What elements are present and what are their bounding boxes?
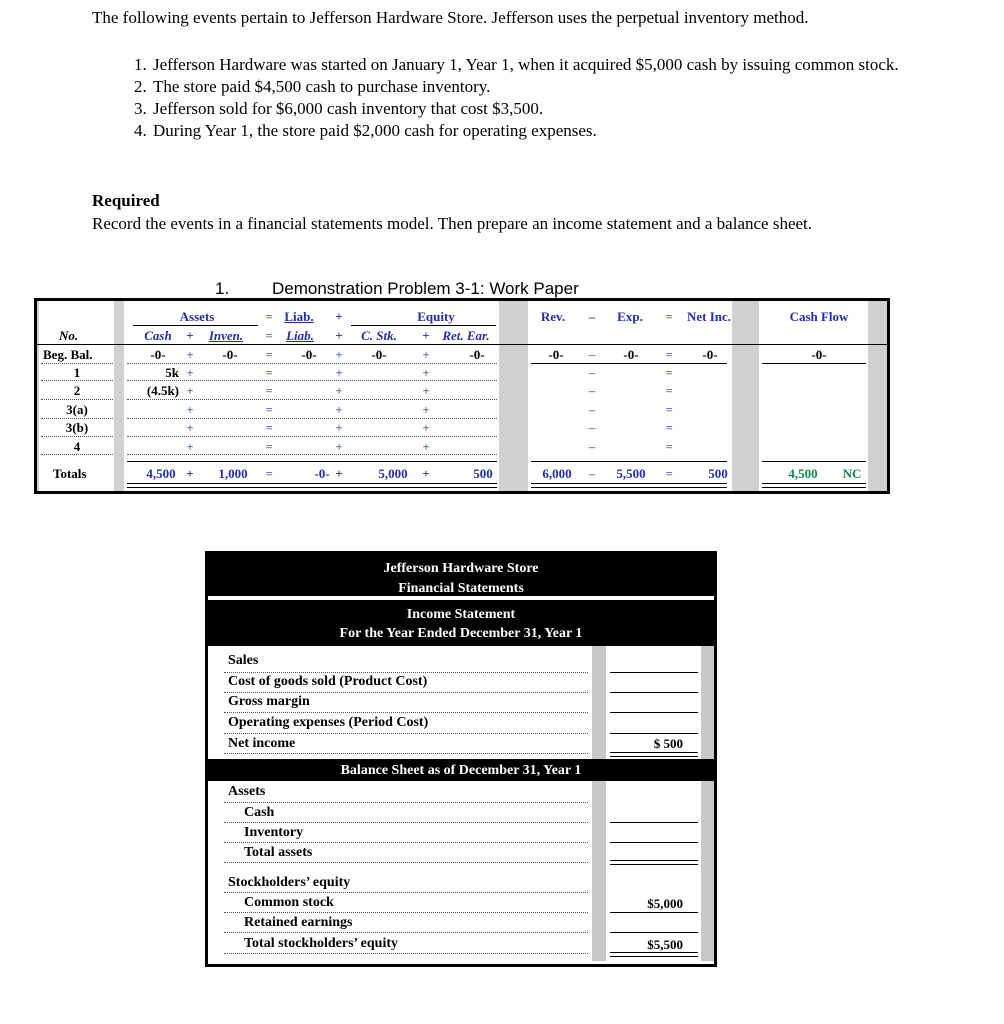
cstk-cell: -0- xyxy=(371,347,387,362)
minus-sign: – xyxy=(588,365,596,380)
row-rule xyxy=(127,380,497,381)
row-rule xyxy=(531,363,727,364)
shade-column xyxy=(732,301,759,491)
equals-sign: = xyxy=(265,383,273,398)
row-rule xyxy=(41,454,113,455)
equity-underline xyxy=(351,325,496,326)
cash-flow-header: Cash Flow xyxy=(789,309,849,324)
minus-sign: – xyxy=(588,420,596,435)
line-rule xyxy=(224,672,588,673)
total-rev: 6,000 xyxy=(542,466,572,481)
line-rule xyxy=(224,733,588,734)
gray-column xyxy=(592,781,606,961)
nc-label: NC xyxy=(842,466,862,481)
plus-sign: + xyxy=(422,466,430,481)
amount-rule xyxy=(610,733,698,734)
plus-sign: + xyxy=(186,383,194,398)
equals-sign: = xyxy=(265,402,273,417)
minus-sign: – xyxy=(588,439,596,454)
cash-cell: 5k xyxy=(165,365,179,380)
company-name: Jefferson Hardware Store xyxy=(383,561,539,576)
plus-sign: + xyxy=(422,383,430,398)
line-rule xyxy=(224,842,588,843)
plus-sign: + xyxy=(335,347,343,362)
amount-double-rule xyxy=(610,752,698,757)
plus-sign: + xyxy=(422,328,430,343)
row-rule xyxy=(41,399,113,400)
total-assets-label: Total assets xyxy=(244,845,313,860)
totals-double-rule xyxy=(531,483,727,488)
inven-cell: -0- xyxy=(222,347,238,362)
shade-column xyxy=(37,301,39,491)
rev-header: Rev. xyxy=(540,309,566,324)
work-paper-title: Demonstration Problem 3-1: Work Paper xyxy=(272,279,579,298)
c-stk-header: C. Stk. xyxy=(361,328,397,343)
plus-sign: + xyxy=(335,439,343,454)
intro-text: The following events pertain to Jefferson Hardware Store. Jefferson uses the perpetual inventory method. xyxy=(92,8,809,27)
required-heading: Required xyxy=(92,191,160,210)
amount-rule xyxy=(610,822,698,823)
stockholders-equity-label: Stockholders’ equity xyxy=(228,875,351,890)
financial-statements-box xyxy=(205,551,717,967)
row-rule xyxy=(41,363,113,364)
row-label: 3(b) xyxy=(65,420,89,435)
equals-sign: = xyxy=(665,439,673,454)
amount-double-rule xyxy=(610,860,698,865)
plus-sign: + xyxy=(186,328,194,343)
gray-column xyxy=(701,781,714,961)
assets-underline xyxy=(133,325,258,326)
gray-column xyxy=(701,646,714,759)
total-stockholders-equity-value: $5,500 xyxy=(647,937,683,952)
total-stockholders-equity-label: Total stockholders’ equity xyxy=(244,936,399,951)
line-rule xyxy=(224,862,588,863)
total-cash: 4,500 xyxy=(146,466,176,481)
row-rule xyxy=(127,418,497,419)
row-rule xyxy=(127,454,497,455)
common-stock-label: Common stock xyxy=(244,895,334,910)
line-rule xyxy=(224,892,588,893)
total-inven: 1,000 xyxy=(218,466,248,481)
plus-sign: + xyxy=(335,466,343,481)
sales-label: Sales xyxy=(228,653,259,668)
equals-sign: = xyxy=(265,347,273,362)
equals-sign: = xyxy=(265,365,273,380)
income-statement-title: Income Statement xyxy=(406,607,516,622)
work-paper-table xyxy=(34,298,890,494)
row-rule xyxy=(41,418,113,419)
minus-sign: – xyxy=(588,309,596,324)
plus-sign: + xyxy=(186,420,194,435)
plus-sign: + xyxy=(422,420,430,435)
row-label: 2 xyxy=(73,383,81,398)
equals-sign: = xyxy=(665,383,673,398)
assets-label: Assets xyxy=(228,784,266,799)
totals-rule xyxy=(127,461,497,462)
event-item: 2. The store paid $4,500 cash to purchase inventory. xyxy=(151,76,951,98)
balance-sheet-title: Balance Sheet as of December 31, Year 1 xyxy=(340,763,582,778)
shade-column xyxy=(868,301,887,491)
equals-sign: = xyxy=(665,466,673,481)
plus-sign: + xyxy=(186,439,194,454)
events-list xyxy=(116,54,951,142)
ret-ear-header: Ret. Ear. xyxy=(442,328,490,343)
required-text: Record the events in a financial statements model. Then prepare an income statement and a balance sheet. xyxy=(92,214,813,233)
amount-rule xyxy=(610,912,698,913)
plus-sign: + xyxy=(335,365,343,380)
plus-sign: + xyxy=(186,466,194,481)
row-rule xyxy=(127,399,497,400)
cash-cell: -0- xyxy=(150,347,166,362)
line-rule xyxy=(224,932,588,933)
equals-sign: = xyxy=(665,309,673,324)
row-rule xyxy=(127,436,497,437)
exp-header: Exp. xyxy=(617,309,643,324)
line-rule xyxy=(224,822,588,823)
plus-sign: + xyxy=(335,402,343,417)
row-rule xyxy=(762,363,866,364)
shade-column xyxy=(499,301,528,491)
minus-sign: – xyxy=(588,466,596,481)
event-item: 3. Jefferson sold for $6,000 cash inventory that cost $3,500. xyxy=(151,98,951,120)
row-label: Beg. Bal. xyxy=(43,347,93,362)
equity-header: Equity xyxy=(417,309,455,324)
inventory-label: Inventory xyxy=(244,825,304,840)
amount-rule xyxy=(610,692,698,693)
cash-cell: (4.5k) xyxy=(146,383,179,398)
total-cashflow: 4,500 xyxy=(788,466,818,481)
work-paper-number: 1. xyxy=(215,279,230,298)
equals-sign: = xyxy=(665,402,673,417)
plus-sign: + xyxy=(335,420,343,435)
equals-sign: = xyxy=(665,420,673,435)
equals-sign: = xyxy=(665,347,673,362)
plus-sign: + xyxy=(422,347,430,362)
liab-header-top: Liab. xyxy=(284,309,314,324)
minus-sign: – xyxy=(588,347,596,362)
equals-sign: = xyxy=(265,466,273,481)
total-netinc: 500 xyxy=(708,466,728,481)
statements-subtitle: Financial Statements xyxy=(398,581,524,596)
equals-sign: = xyxy=(265,420,273,435)
row-label: 4 xyxy=(73,439,81,454)
row-rule xyxy=(41,436,113,437)
no-header: No. xyxy=(59,328,79,343)
line-rule xyxy=(224,912,588,913)
equals-sign: = xyxy=(265,439,273,454)
line-rule xyxy=(224,802,588,803)
plus-sign: + xyxy=(335,383,343,398)
plus-sign: + xyxy=(422,402,430,417)
minus-sign: – xyxy=(588,402,596,417)
retained-earnings-label: Retained earnings xyxy=(244,915,353,930)
amount-double-rule xyxy=(610,952,698,957)
amount-rule xyxy=(610,842,698,843)
assets-header: Assets xyxy=(179,309,215,324)
income-period: For the Year Ended December 31, Year 1 xyxy=(339,626,583,641)
net-inc-header: Net Inc. xyxy=(686,309,732,324)
retear-cell: -0- xyxy=(469,347,485,362)
netinc-cell: -0- xyxy=(702,347,718,362)
total-cstk: 5,000 xyxy=(378,466,408,481)
totals-rule xyxy=(531,461,727,462)
cash-label: Cash xyxy=(244,805,275,820)
amount-rule xyxy=(610,712,698,713)
exp-cell: -0- xyxy=(623,347,639,362)
cash-header: Cash xyxy=(144,328,172,343)
inven-header: Inven. xyxy=(208,328,244,343)
common-stock-value: $5,000 xyxy=(647,896,683,911)
total-liab: -0- xyxy=(314,466,330,481)
total-retear: 500 xyxy=(473,466,493,481)
plus-sign: + xyxy=(186,347,194,362)
equals-sign: = xyxy=(665,365,673,380)
net-income-label: Net income xyxy=(228,736,296,751)
amount-rule xyxy=(610,932,698,933)
gross-margin-label: Gross margin xyxy=(228,694,310,709)
plus-sign: + xyxy=(335,328,343,343)
cashflow-cell: -0- xyxy=(811,347,827,362)
row-label: 3(a) xyxy=(66,402,88,417)
amount-rule xyxy=(610,672,698,673)
plus-sign: + xyxy=(422,365,430,380)
totals-rule xyxy=(762,461,866,462)
operating-expenses-label: Operating expenses (Period Cost) xyxy=(228,715,429,730)
row-rule xyxy=(41,380,113,381)
liab-cell: -0- xyxy=(301,347,317,362)
totals-double-rule xyxy=(127,483,497,488)
line-rule xyxy=(224,753,588,754)
totals-label: Totals xyxy=(53,466,87,481)
totals-double-rule xyxy=(762,483,866,488)
equals-sign: = xyxy=(265,328,273,343)
net-income-value: $ 500 xyxy=(653,736,683,751)
plus-sign: + xyxy=(422,439,430,454)
plus-sign: + xyxy=(335,309,343,324)
equals-sign: = xyxy=(265,309,273,324)
cogs-label: Cost of goods sold (Product Cost) xyxy=(228,674,428,689)
gray-column xyxy=(592,646,606,759)
line-rule xyxy=(224,953,588,954)
plus-sign: + xyxy=(186,365,194,380)
liab-header: Liab. xyxy=(286,328,314,343)
minus-sign: – xyxy=(588,383,596,398)
shade-column xyxy=(114,301,124,491)
row-label: 1 xyxy=(73,365,81,380)
event-item: 4. During Year 1, the store paid $2,000 cash for operating expenses. xyxy=(151,120,951,142)
row-rule xyxy=(127,363,497,364)
line-rule xyxy=(224,692,588,693)
rev-cell: -0- xyxy=(548,347,564,362)
plus-sign: + xyxy=(186,402,194,417)
header-rule xyxy=(37,344,887,345)
event-item: 1. Jefferson Hardware was started on January 1, Year 1, when it acquired $5,000 cash by issuing common stock. xyxy=(151,54,951,76)
total-exp: 5,500 xyxy=(616,466,646,481)
line-rule xyxy=(224,712,588,713)
